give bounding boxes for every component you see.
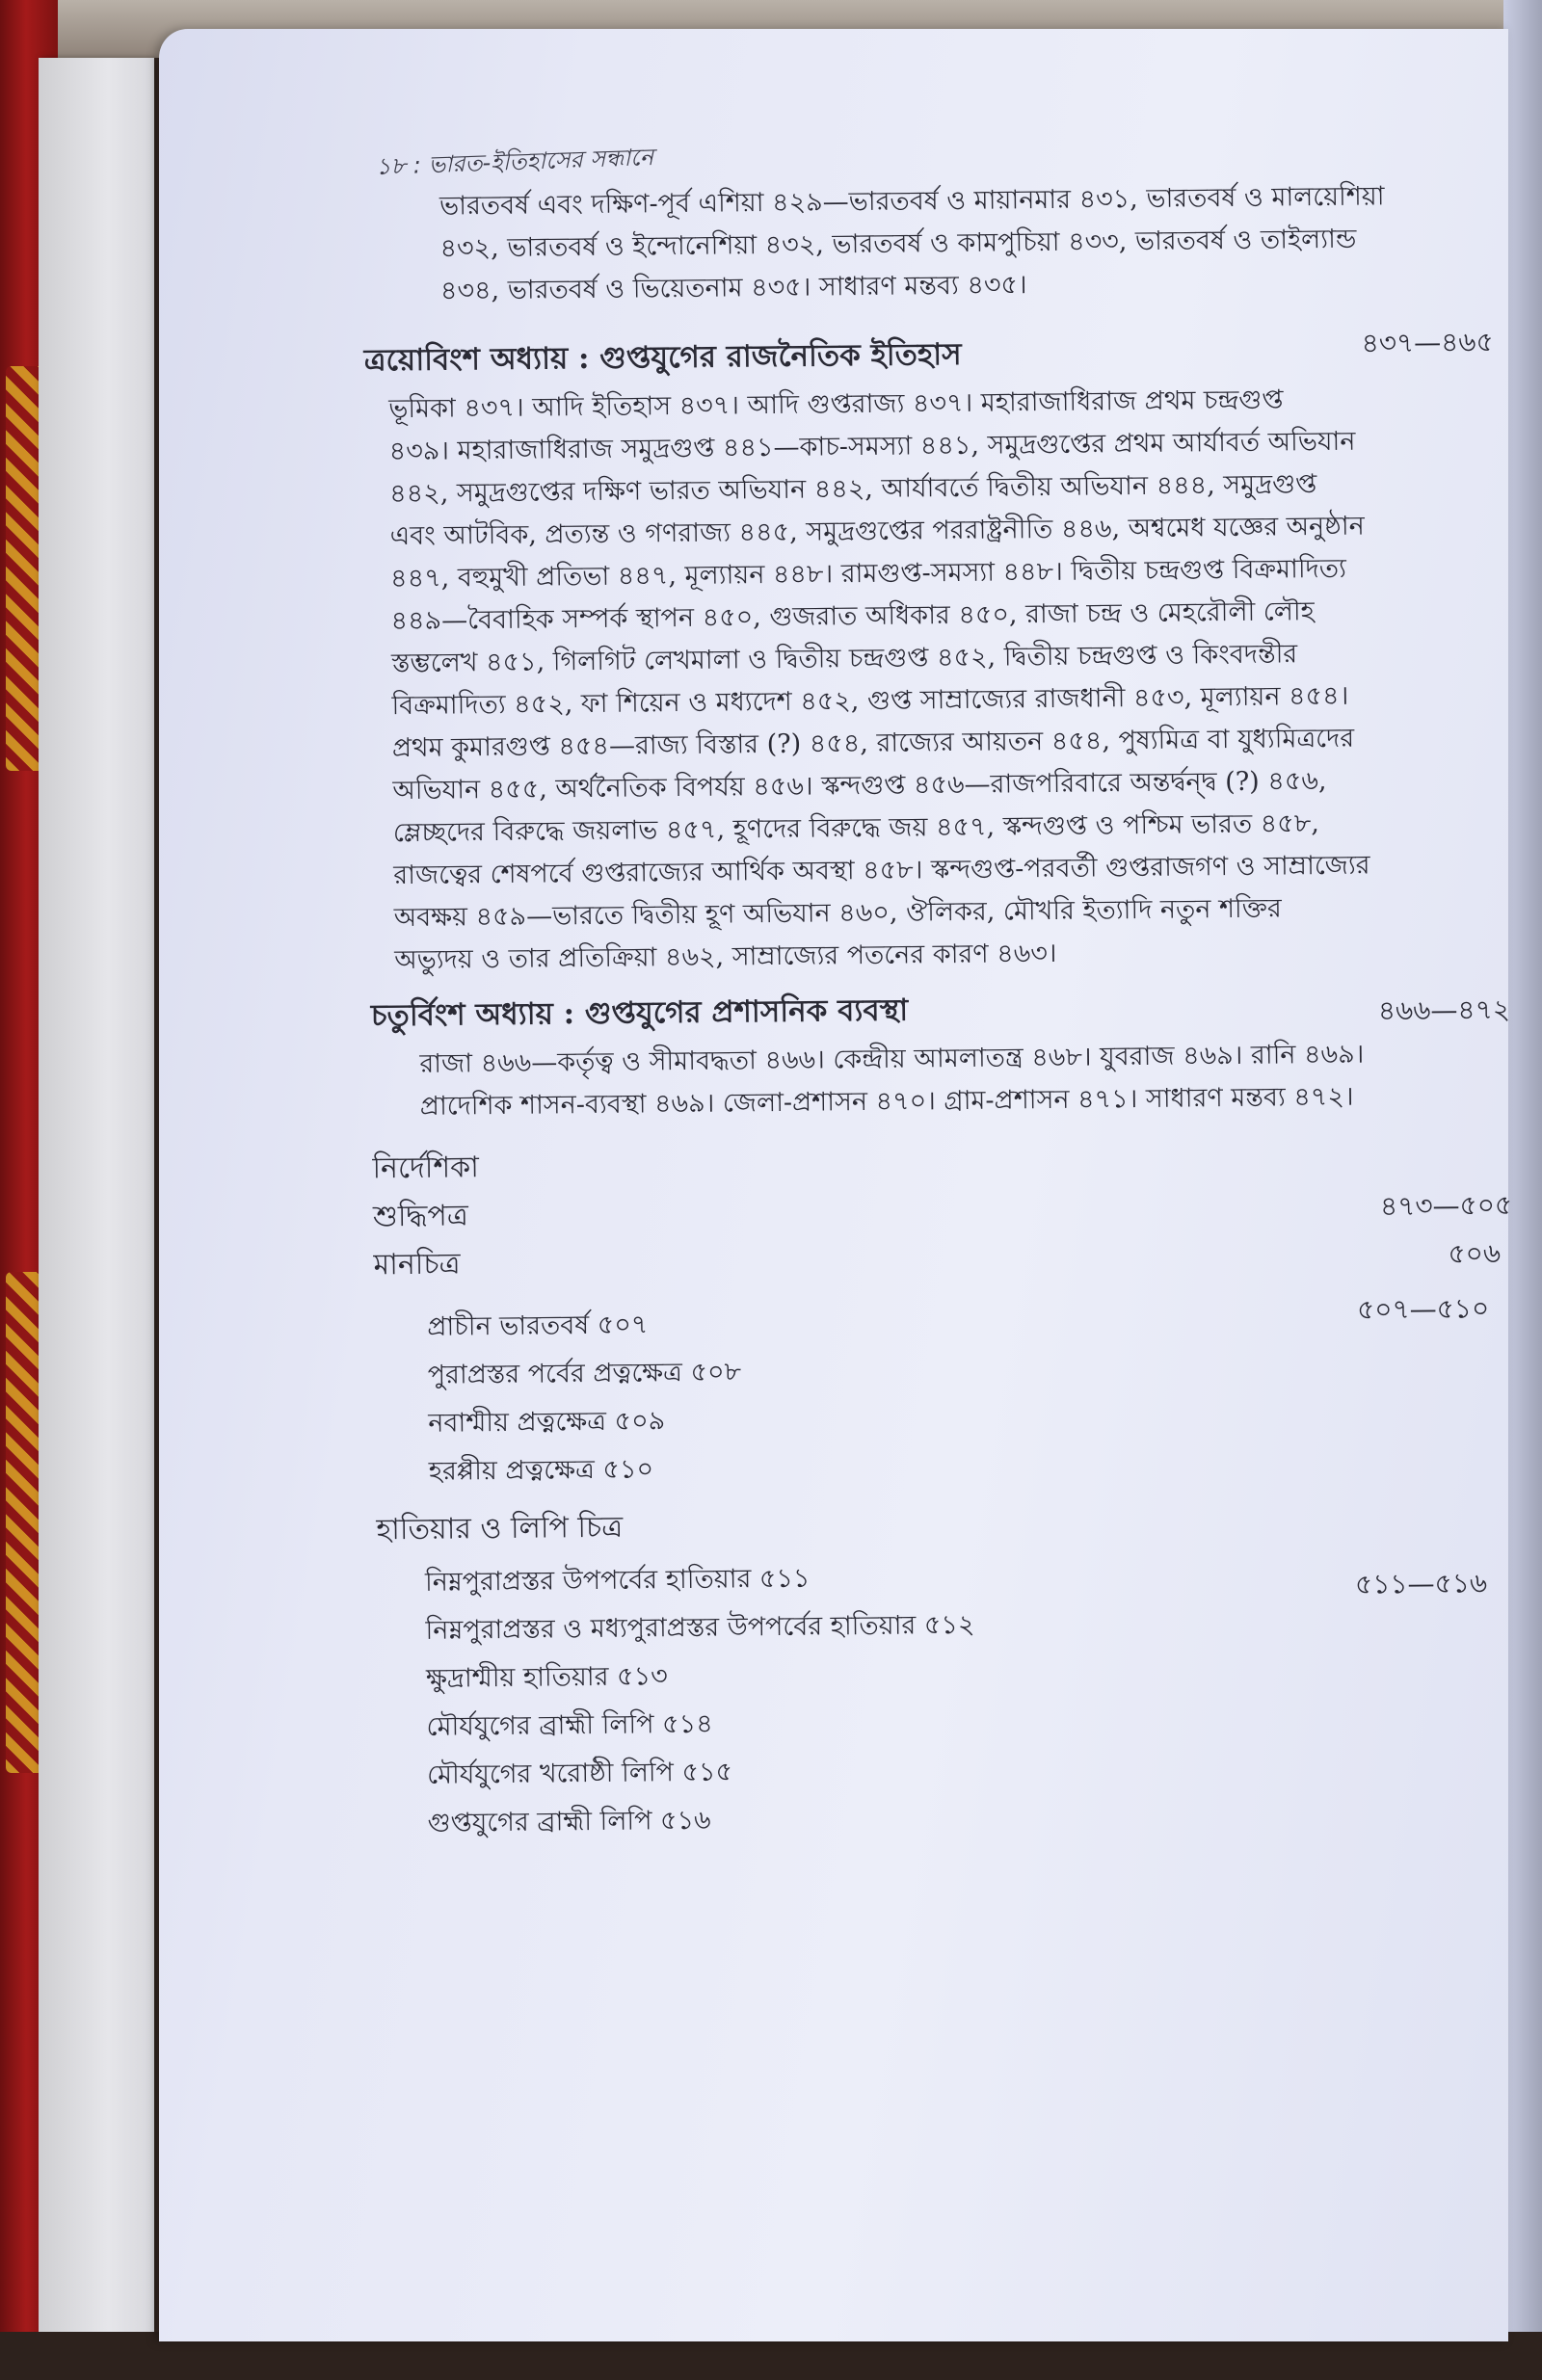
tool-item: ক্ষুদ্রাশ্মীয় হাতিয়ার ৫১৩ (425, 1661, 668, 1694)
toc-line: রাজা ৪৬৬—কর্তৃত্ব ও সীমাবদ্ধতা ৪৬৬। কেন্দ্রীয় আমলাতন্ত্র ৪৬৮। যুবরাজ ৪৬৯। রানি ৪৬৯। (419, 1039, 1365, 1079)
toc-line: ভূমিকা ৪৩৭। আদি ইতিহাস ৪৩৭। আদি গুপ্তরাজ্য ৪৩৭। মহারাজাধিরাজ প্রথম চন্দ্রগুপ্ত (388, 384, 1284, 425)
chapter-title: ত্রয়োবিংশ অধ্যায় : গুপ্তযুগের রাজনৈতিক ইতিহাস (363, 336, 962, 379)
chapter-24-entries (419, 1034, 1365, 1128)
tools-heading: হাতিয়ার ও লিপি চিত্র (376, 1510, 624, 1547)
chapter-title: চতুর্বিংশ অধ্যায় : গুপ্তযুগের প্রশাসনিক ব্যবস্থা (370, 992, 909, 1034)
chapter-23-page-range: ৪৩৭—৪৬৫ (1361, 326, 1494, 359)
shuddhipatra-page-range: ৪৭৩—৫০৫ (1379, 1188, 1513, 1223)
tools-section (376, 1504, 623, 1555)
shuddhipatra-heading: শুদ্ধিপত্র (372, 1199, 469, 1234)
map-item: নবাশ্মীয় প্রত্নক্ষেত্র ৫০৯ (428, 1406, 666, 1439)
toc-line: এবং আটবিক, প্রত্যন্ত ও গণরাজ্য ৪৪৫, সমুদ্রগুপ্তের পররাষ্ট্রনীতি ৪৪৬, অশ্বমেধ যজ্ঞের অনুষ্ঠান (389, 511, 1365, 552)
tool-item: গুপ্তযুগের ব্রাহ্মী লিপি ৫১৬ (427, 1805, 711, 1838)
tool-item: নিম্নপুরাপ্রস্তর উপপর্বের হাতিয়ার ৫১১ (424, 1563, 811, 1598)
toc-line: ম্লেচ্ছদের বিরুদ্ধে জয়লাভ ৪৫৭, হূণদের বিরুদ্ধে জয় ৪৫৭, স্কন্দগুপ্ত ও পশ্চিম ভারত ৪৫৮, (392, 808, 1320, 849)
tool-item: নিম্নপুরাপ্রস্তর ও মধ্যপুরাপ্রস্তর উপপর্বের হাতিয়ার ৫১২ (425, 1609, 975, 1646)
previous-chapter-continuation (439, 175, 1386, 312)
book-cover-board (39, 58, 154, 2332)
toc-line: অভিযান ৪৫৫, অর্থনৈতিক বিপর্যয় ৪৫৬। স্কন্দগুপ্ত ৪৫৬—রাজপরিবারে অন্তর্দ্বন্দ্ব (?) ৪৫৬, (392, 765, 1327, 807)
tools-page-range: ৫১১—৫১৬ (1354, 1567, 1488, 1600)
toc-line: ৪৩৪, ভারতবর্ষ ও ভিয়েতনাম ৪৩৫। সাধারণ মন্তব্য ৪৩৫। (439, 270, 1027, 306)
map-item: পুরাপ্রস্তর পর্বের প্রত্নক্ষেত্র ৫০৮ (427, 1357, 742, 1390)
manchitra-heading: মানচিত্র (373, 1247, 461, 1283)
manchitra-page-range: ৫০৬ (1448, 1237, 1502, 1270)
toc-line: রাজত্বের শেষপর্বে গুপ্তরাজ্যের আর্থিক অবস্থা ৪৫৮। স্কন্দগুপ্ত-পরবর্তী গুপ্তরাজগণ ও সাম্রাজ্যের (393, 850, 1370, 891)
toc-line: ৪৪৯—বৈবাহিক সম্পর্ক স্থাপন ৪৫০, গুজরাত অধিকার ৪৫০, রাজা চন্দ্র ও মেহরৌলী লৌহ (390, 596, 1315, 637)
maps-list (427, 1300, 742, 1495)
index-section (372, 1144, 480, 1289)
tool-item: মৌর্যযুগের খরোষ্ঠী লিপি ৫১৫ (426, 1757, 733, 1790)
toc-line: ৪৪৭, বহুমুখী প্রতিভা ৪৪৭, মূল্যায়ন ৪৪৮। রামগুপ্ত-সমস্যা ৪৪৮। দ্বিতীয় চন্দ্রগুপ্ত বিক্রমাদিত্য (389, 553, 1347, 595)
map-item: প্রাচীন ভারতবর্ষ ৫০৭ (427, 1309, 649, 1342)
chapter-23-entries (388, 379, 1371, 983)
running-header: ১৮ : ভারত-ইতিহাসের সন্ধানে (375, 143, 654, 181)
tools-list (425, 1553, 977, 1848)
toc-line: ৪৩৯। মহারাজাধিরাজ সমুদ্রগুপ্ত ৪৪১—কাচ-সমস্যা ৪৪১, সমুদ্রগুপ্তের প্রথম আর্যাবর্ত অভিযান (388, 426, 1356, 467)
tool-item: মৌর্যযুগের ব্রাহ্মী লিপি ৫১৪ (426, 1708, 713, 1742)
toc-line: ৪৩২, ভারতবর্ষ ও ইন্দোনেশিয়া ৪৩২, ভারতবর্ষ ও কামপুচিয়া ৪৩৩, ভারতবর্ষ ও তাইল্যান্ড (439, 224, 1357, 264)
toc-line: প্রাদেশিক শাসন-ব্যবস্থা ৪৬৯। জেলা-প্রশাসন ৪৭০। গ্রাম-প্রশাসন ৪৭১। সাধারণ মন্তব্য ৪৭২। (419, 1081, 1354, 1122)
chapter-24 (371, 989, 909, 1039)
chapter-24-page-range: ৪৬৬—৪৭২ (1377, 992, 1511, 1027)
toc-line: ৪৪২, সমুদ্রগুপ্তের দক্ষিণ ভারত অভিযান ৪৪২, আর্যাবর্তে দ্বিতীয় অভিযান ৪৪৪, সমুদ্রগুপ্ত (389, 469, 1317, 510)
toc-line: অভ্যুদয় ও তার প্রতিক্রিয়া ৪৬২, সাম্রাজ্যের পতনের কারণ ৪৬৩। (394, 938, 1057, 976)
toc-line: বিক্রমাদিত্য ৪৫২, ফা শিয়েন ও মধ্যদেশ ৪৫২, গুপ্ত সাম্রাজ্যের রাজধানী ৪৫৩, মূল্যায়ন ৪৫৪। (391, 680, 1349, 722)
toc-line: স্তম্ভলেখ ৪৫১, গিলগিট লেখমালা ও দ্বিতীয় চন্দ্রগুপ্ত ৪৫২, দ্বিতীয় চন্দ্রগুপ্ত ও কিংবদন্তীর (390, 639, 1298, 679)
nirdeshika-heading: নির্দেশিকা (372, 1150, 480, 1186)
chapter-23 (363, 332, 961, 383)
toc-line: প্রথম কুমারগুপ্ত ৪৫৪—রাজ্য বিস্তার (?) ৪৫৪, রাজ্যের আয়তন ৪৫৪, পুষ্যমিত্র বা যুধ্যমিত্রদের (391, 723, 1355, 764)
maps-page-range: ৫০৭—৫১০ (1356, 1292, 1490, 1326)
toc-line: ভারতবর্ষ এবং দক্ষিণ-পূর্ব এশিয়া ৪২৯—ভারতবর্ষ ও মায়ানমার ৪৩১, ভারতবর্ষ ও মালয়েশিয়া (439, 181, 1385, 222)
toc-line: অবক্ষয় ৪৫৯—ভারতে দ্বিতীয় হূণ অভিযান ৪৬০, ঔলিকর, মৌখরি ইত্যাদি নতুন শক্তির (393, 893, 1282, 934)
map-item: হরপ্পীয় প্রত্নক্ষেত্র ৫১০ (428, 1454, 654, 1487)
